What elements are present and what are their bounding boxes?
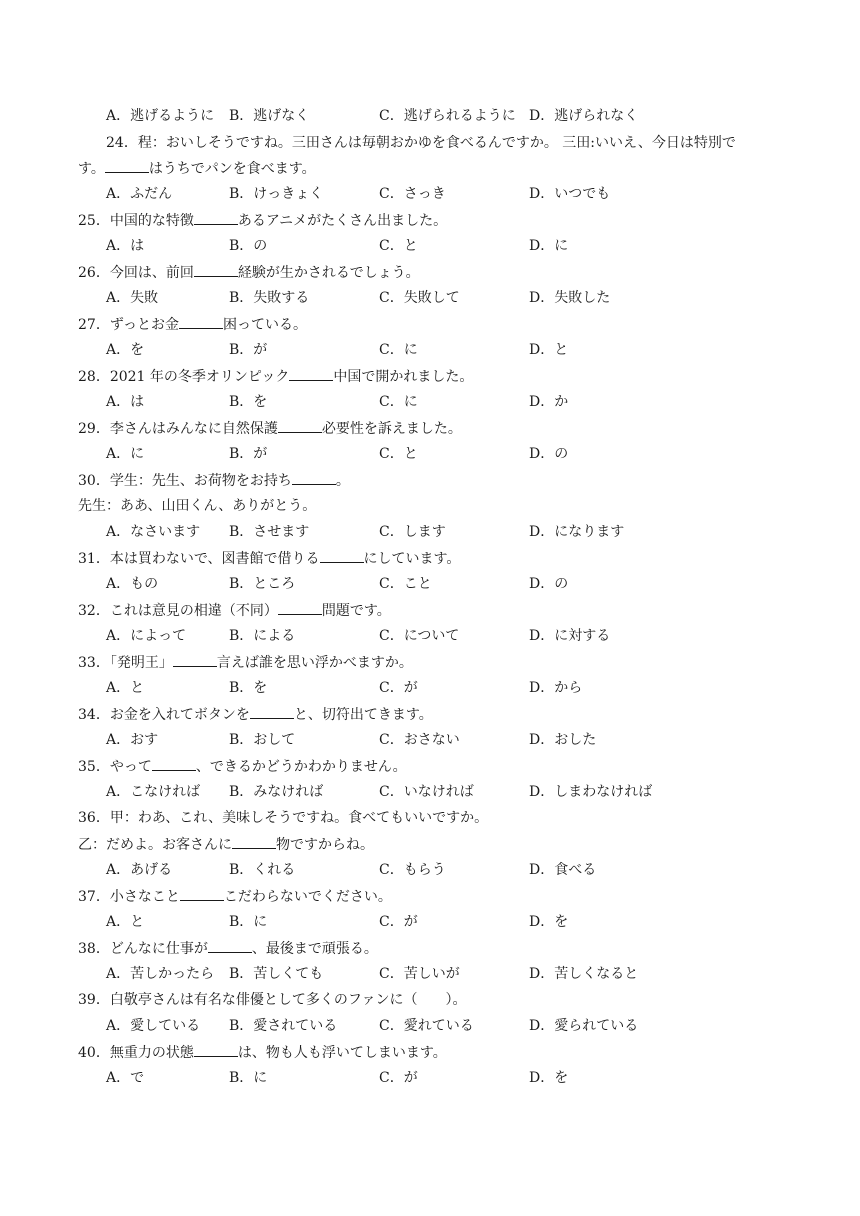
q37-stem-before: 37．小さなこと [78, 889, 180, 905]
answer-blank[interactable] [194, 1042, 238, 1057]
q31-option-a[interactable]: A．もの [106, 576, 159, 592]
q26-stem-before: 26．今回は、前回 [78, 265, 194, 281]
q26-option-b[interactable]: B．失敗する [229, 290, 310, 306]
q39-option-a[interactable]: A．愛している [106, 1018, 201, 1034]
q37-option-b[interactable]: B．に [229, 914, 268, 930]
q34-option-c[interactable]: C．おさない [379, 732, 460, 748]
q28-stem-after: 中国で開かれました。 [333, 369, 474, 385]
q40-option-b[interactable]: B．に [229, 1070, 268, 1086]
q40-option-c[interactable]: C．が [379, 1070, 418, 1086]
q38-option-c[interactable]: C．苦しいが [379, 966, 460, 982]
q39-stem: 39．白敬亭さんは有名な俳優として多くのファンに（ ）。 [78, 992, 467, 1008]
answer-blank[interactable] [278, 418, 322, 433]
q26-stem [78, 262, 420, 283]
q36-option-d[interactable]: D．食べる [529, 862, 597, 878]
q30-stem-before: 30．学生：先生、お荷物をお持ち [78, 473, 292, 489]
answer-blank[interactable] [232, 834, 276, 849]
answer-blank[interactable] [180, 886, 224, 901]
q36-stem-before: 乙：だめよ。お客さんに [78, 837, 232, 853]
q34-option-d[interactable]: D．おした [529, 732, 597, 748]
q39-option-d[interactable]: D．愛られている [529, 1018, 639, 1034]
q31-stem-after: にしています。 [363, 551, 461, 567]
q30-option-c[interactable]: C．します [379, 524, 446, 540]
q39-option-c[interactable]: C．愛れている [379, 1018, 474, 1034]
q24-stem-before: す。 [78, 161, 105, 177]
q29-option-c[interactable]: C．と [379, 446, 418, 462]
q27-option-b[interactable]: B．が [229, 342, 268, 358]
q33-option-c[interactable]: C．が [379, 680, 418, 696]
q32-option-c[interactable]: C．について [379, 628, 460, 644]
q24-option-c[interactable]: C．さっき [379, 186, 446, 202]
q34-option-b[interactable]: B．おして [229, 732, 296, 748]
q36-option-c[interactable]: C．もらう [379, 862, 446, 878]
q40-stem [78, 1042, 447, 1063]
q31-option-d[interactable]: D．の [529, 576, 569, 592]
q27-option-a[interactable]: A．を [106, 342, 145, 358]
q32-stem-before: 32．これは意見の相違（不同） [78, 603, 278, 619]
q26-stem-after: 経験が生かされるでしょう。 [237, 265, 420, 281]
q33-option-b[interactable]: B．を [229, 680, 268, 696]
answer-blank[interactable] [179, 314, 223, 329]
q23-option-a[interactable]: A．逃げるように [106, 108, 215, 124]
q26-option-a[interactable]: A．失敗 [106, 290, 159, 306]
q35-stem [78, 756, 407, 777]
answer-blank[interactable] [194, 210, 238, 225]
q34-stem [78, 704, 433, 725]
answer-blank[interactable] [278, 600, 322, 615]
q32-stem-after: 問題です。 [321, 603, 391, 619]
q26-option-d[interactable]: D．失敗した [529, 290, 611, 306]
q29-stem-after: 必要性を訴えました。 [321, 421, 462, 437]
q38-option-d[interactable]: D．苦しくなると [529, 966, 639, 982]
q24-stem-after: はうちでパンを食べます。 [148, 161, 316, 177]
q28-stem [78, 366, 473, 387]
q27-option-c[interactable]: C．に [379, 342, 418, 358]
q34-stem-after: と、切符出てきます。 [293, 707, 433, 723]
q29-option-d[interactable]: D．の [529, 446, 569, 462]
q35-option-d[interactable]: D．しまわなければ [529, 784, 653, 800]
q26-option-c[interactable]: C．失敗して [379, 290, 460, 306]
q40-option-d[interactable]: D．を [529, 1070, 569, 1086]
q25-option-b[interactable]: B．の [229, 238, 268, 254]
q31-stem [78, 548, 460, 569]
q28-stem-before: 28．2021 年の冬季オリンピック [78, 369, 290, 385]
q32-stem [78, 600, 391, 621]
q39-option-b[interactable]: B．愛されている [229, 1018, 338, 1034]
q31-option-b[interactable]: B．ところ [229, 576, 296, 592]
q30-option-d[interactable]: D．になります [529, 524, 625, 540]
q35-option-a[interactable]: A．こなければ [106, 784, 201, 800]
answer-blank[interactable] [208, 938, 252, 953]
q35-stem-before: 35．やって [78, 759, 152, 775]
q31-option-c[interactable]: C．こと [379, 576, 432, 592]
q40-stem-after: は、物も人も浮いてしまいます。 [237, 1045, 447, 1061]
answer-blank[interactable] [152, 756, 196, 771]
q33-stem [78, 652, 413, 673]
q25-option-a[interactable]: A．は [106, 238, 145, 254]
q28-option-a[interactable]: A．は [106, 394, 145, 410]
q24-option-b[interactable]: B．けっきょく [229, 186, 324, 202]
q32-option-a[interactable]: A．によって [106, 628, 187, 644]
q27-stem-after: 困っている。 [222, 317, 307, 333]
q38-option-a[interactable]: A．苦しかったら [106, 966, 215, 982]
q24-option-a[interactable]: A．ふだん [106, 186, 173, 202]
q36-stem-after: 物ですからね。 [276, 837, 374, 853]
q33-stem-before: 33．「発明王」 [78, 655, 173, 671]
q30-option-b[interactable]: B．させます [229, 524, 310, 540]
q37-stem [78, 886, 392, 907]
q36-stem [78, 834, 374, 855]
q38-option-b[interactable]: B．苦しくても [229, 966, 324, 982]
q37-option-c[interactable]: C．が [379, 914, 418, 930]
q27-stem [78, 314, 307, 335]
q36-option-a[interactable]: A．あげる [106, 862, 173, 878]
q35-option-c[interactable]: C．いなければ [379, 784, 474, 800]
answer-blank[interactable] [105, 158, 149, 173]
answer-blank[interactable] [250, 704, 294, 719]
q23-option-d[interactable]: D．逃げられなく [529, 108, 639, 124]
answer-blank[interactable] [320, 548, 364, 563]
q36-stem-line1: 36．甲：わあ、これ、美味しそうですね。食べてもいいですか。 [78, 810, 489, 826]
q35-option-b[interactable]: B．みなければ [229, 784, 324, 800]
q29-stem-before: 29．李さんはみんなに自然保護 [78, 421, 278, 437]
q30-stem-after: 。 [335, 473, 350, 489]
q25-option-d[interactable]: D．に [529, 238, 569, 254]
q24-stem [78, 158, 316, 179]
answer-blank[interactable] [194, 262, 238, 277]
q27-stem-before: 27．ずっとお金 [78, 317, 179, 333]
q38-stem-before: 38．どんなに仕事が [78, 941, 208, 957]
q40-stem-before: 40．無重力の状態 [78, 1045, 194, 1061]
q38-stem [78, 938, 378, 959]
q36-option-b[interactable]: B．くれる [229, 862, 296, 878]
q32-option-b[interactable]: B．による [229, 628, 296, 644]
q37-option-d[interactable]: D．を [529, 914, 569, 930]
answer-blank[interactable] [289, 366, 333, 381]
q29-option-b[interactable]: B．が [229, 446, 268, 462]
q34-option-a[interactable]: A．おす [106, 732, 159, 748]
q37-option-a[interactable]: A．と [106, 914, 145, 930]
q32-option-d[interactable]: D．に対する [529, 628, 611, 644]
q30-stem-line2: 先生：ああ、山田くん、ありがとう。 [78, 498, 317, 514]
q23-option-c[interactable]: C．逃げられるように [379, 108, 516, 124]
q34-stem-before: 34．お金を入れてボタンを [78, 707, 250, 723]
q38-stem-after: 、最後まで頑張る。 [251, 941, 378, 957]
q25-stem-before: 25．中国的な特徴 [78, 213, 194, 229]
answer-blank[interactable] [173, 652, 217, 667]
q28-option-b[interactable]: B．を [229, 394, 268, 410]
q33-option-d[interactable]: D．から [529, 680, 583, 696]
q30-stem [78, 470, 350, 491]
q25-stem [78, 210, 447, 231]
q24-option-d[interactable]: D．いつでも [529, 186, 611, 202]
q23-option-b[interactable]: B．逃げなく [229, 108, 310, 124]
q29-stem [78, 418, 462, 439]
q40-option-a[interactable]: A．で [106, 1070, 145, 1086]
q28-option-c[interactable]: C．に [379, 394, 418, 410]
q24-stem-line1: 24．程：おいしそうですね。三田さんは毎朝おかゆを食べるんですか。 三田:いいえ、今日は特別で [106, 135, 736, 151]
q28-option-d[interactable]: D．か [529, 394, 569, 410]
q25-stem-after: あるアニメがたくさん出ました。 [237, 213, 448, 229]
q37-stem-after: こだわらないでください。 [223, 889, 392, 905]
q33-option-a[interactable]: A．と [106, 680, 145, 696]
q31-stem-before: 31．本は買わないで、図書館で借りる [78, 551, 320, 567]
q29-option-a[interactable]: A．に [106, 446, 145, 462]
q30-option-a[interactable]: A．なさいます [106, 524, 201, 540]
q33-stem-after: 言えば誰を思い浮かべますか。 [216, 655, 413, 671]
q25-option-c[interactable]: C．と [379, 238, 418, 254]
q35-stem-after: 、できるかどうかわかりません。 [195, 759, 407, 775]
answer-blank[interactable] [292, 470, 336, 485]
q27-option-d[interactable]: D．と [529, 342, 569, 358]
